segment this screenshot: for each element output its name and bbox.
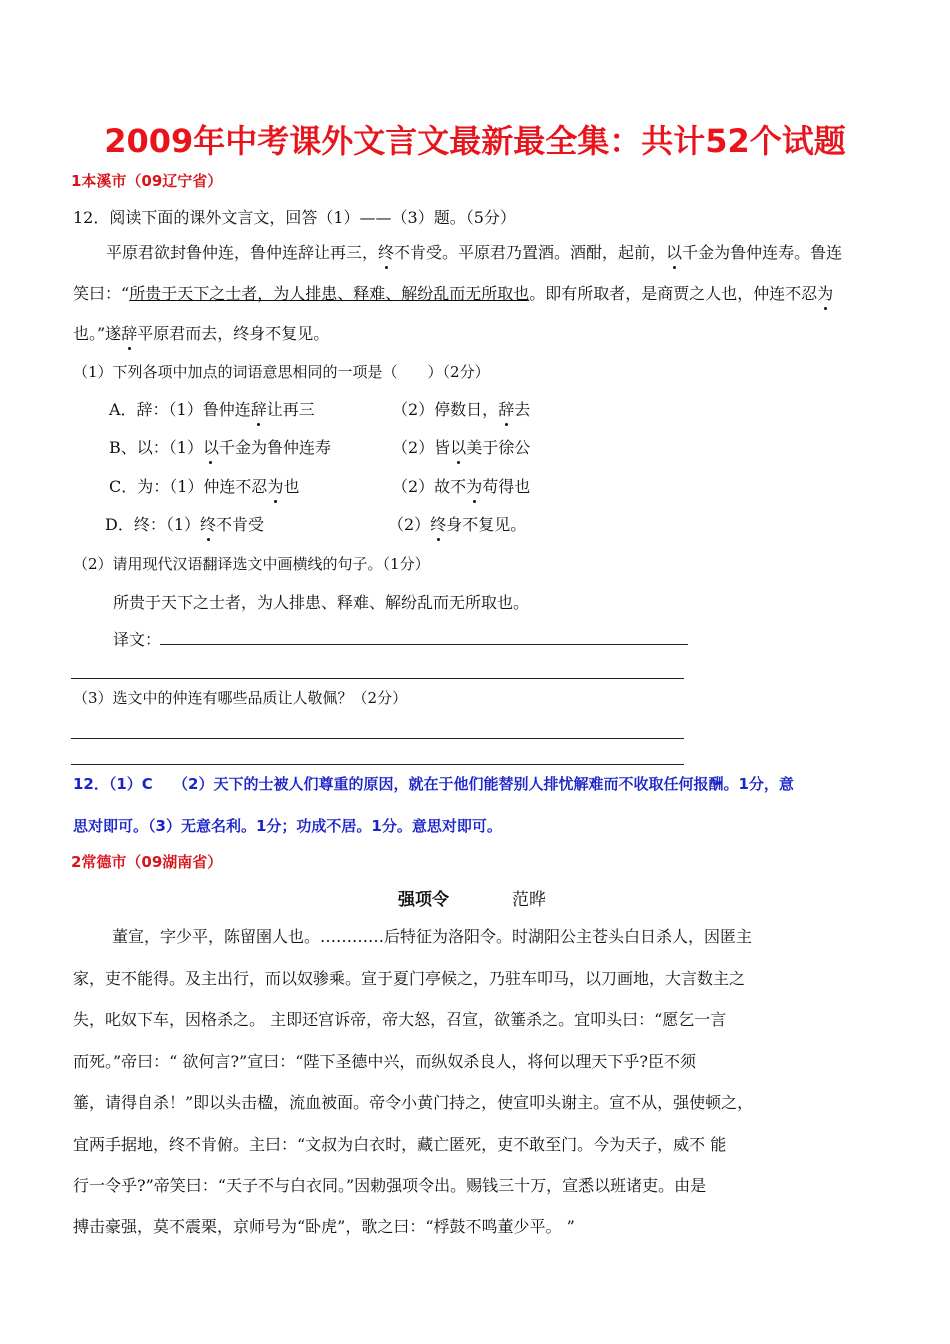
option-b-right bbox=[392, 435, 530, 458]
text: D．终：（1） bbox=[105, 515, 201, 534]
text-line: 箠，请得自杀！”即以头击楹，流血被面。帝令小黄门持之，使宣叩头谢主。宣不从，强使顿之， bbox=[73, 1093, 754, 1112]
question-2: （2）请用现代汉语翻译选文中画横线的句子。（1分） bbox=[73, 555, 430, 573]
answer-line[interactable] bbox=[160, 644, 688, 645]
dotted-word: 以 bbox=[202, 438, 219, 457]
text-line: 失，叱奴下车，因格杀之。 主即还宫诉帝，帝大怒，召宣，欲箠杀之。宜叩头曰：“愿乞一言 bbox=[73, 1010, 727, 1029]
question-3: （3）选文中的仲连有哪些品质让人敬佩？（2分） bbox=[73, 689, 408, 707]
option-d-left bbox=[105, 512, 264, 535]
text: （2）故不 bbox=[392, 477, 467, 496]
text: B、以：（1） bbox=[109, 438, 203, 457]
option-a-left bbox=[109, 397, 315, 420]
option-c-left bbox=[109, 474, 299, 497]
answer-line[interactable] bbox=[71, 738, 684, 739]
underlined-sentence: 所贵于天下之士者，为人排患、释难、解纷乱而无所取也 bbox=[129, 284, 530, 303]
question-1: （1）下列各项中加点的词语意思相同的一项是（ ）（2分） bbox=[73, 363, 490, 381]
piece-author: 范晔 bbox=[512, 890, 546, 910]
dotted-word: 辞 bbox=[121, 324, 138, 343]
text: 不肯受 bbox=[216, 515, 265, 534]
passage-line-1 bbox=[106, 240, 842, 263]
dotted-word: 终 bbox=[430, 515, 447, 534]
option-c-right bbox=[392, 474, 530, 497]
text: 平原君欲封鲁仲连，鲁仲连辞让再三， bbox=[106, 243, 379, 262]
dotted-word: 终 bbox=[378, 243, 395, 262]
text: 美于徐公 bbox=[466, 438, 531, 457]
dotted-word: 为 bbox=[817, 284, 834, 303]
dotted-word: 为 bbox=[267, 477, 284, 496]
piece-title: 强项令 bbox=[398, 890, 449, 910]
translation-label: 译文： bbox=[113, 630, 162, 649]
text: （2）皆 bbox=[392, 438, 451, 457]
text-line: 搏击豪强，莫不震栗，京师号为“卧虎”，歌之曰：“桴鼓不鸣董少平。 ” bbox=[73, 1217, 575, 1236]
text-line: 宜两手据地，终不肯俯。主曰：“文叔为白衣时，藏亡匿死，吏不敢至门。今为天子，威不 能 bbox=[73, 1135, 727, 1154]
dotted-word: 以 bbox=[666, 243, 683, 262]
passage-line-2 bbox=[73, 281, 833, 304]
text: 平原君而去，终身不复见。 bbox=[137, 324, 330, 343]
dotted-word: 辞 bbox=[250, 400, 267, 419]
text: 去 bbox=[514, 400, 531, 419]
section-heading-1: 1本溪市（09辽宁省） bbox=[71, 172, 223, 190]
text-line: 家，吏不能得。及主出行，而以奴骖乘。宣于夏门亭候之，乃驻车叩马，以刀画地，大言数主之 bbox=[73, 969, 746, 988]
answer-line[interactable] bbox=[71, 764, 684, 765]
option-b-left bbox=[109, 435, 331, 458]
text: 身不复见。 bbox=[446, 515, 527, 534]
answer-line[interactable] bbox=[71, 678, 684, 679]
dotted-word: 终 bbox=[200, 515, 217, 534]
dotted-word: 为 bbox=[466, 477, 483, 496]
answer-key-line-1: 12．（1）C （2）天下的士被人们尊重的原因，就在于他们能替别人排忧解难而不收取任何报酬。1分，意 bbox=[73, 775, 794, 793]
text: 笑曰：“ bbox=[73, 284, 130, 303]
question-2-sentence: 所贵于天下之士者，为人排患、释难、解纷乱而无所取也。 bbox=[113, 593, 530, 612]
option-a-right bbox=[392, 397, 530, 420]
dotted-word: 辞 bbox=[498, 400, 515, 419]
text: 千金为鲁仲连寿 bbox=[218, 438, 331, 457]
option-d-right bbox=[388, 512, 526, 535]
text: 不肯受。平原君乃置酒。酒酣，起前， bbox=[394, 243, 667, 262]
text: 让再三 bbox=[266, 400, 315, 419]
text: A．辞：（1）鲁仲连 bbox=[109, 400, 251, 419]
document-title: 2009年中考课外文言文最新最全集：共计52个试题 bbox=[104, 122, 846, 160]
answer-key-line-2: 思对即可。（3）无意名利。1分；功成不居。1分。意思对即可。 bbox=[73, 817, 502, 835]
text: （2）停数日， bbox=[392, 400, 499, 419]
text: 苟得也 bbox=[482, 477, 531, 496]
text: 千金为鲁仲连寿。鲁连 bbox=[682, 243, 843, 262]
passage-line-3 bbox=[73, 321, 329, 344]
text: C．为：（1）仲连不忍 bbox=[109, 477, 268, 496]
text: （2） bbox=[388, 515, 431, 534]
text-line: 而死。”帝曰：“ 欲何言?”宣曰：“陛下圣德中兴，而纵奴杀良人，将何以理天下乎?臣不须 bbox=[73, 1052, 696, 1071]
text: 。即有所取者，是商贾之人也，仲连不忍 bbox=[529, 284, 818, 303]
text-line: 董宣，字少平，陈留圉人也。…………后特征为洛阳令。时湖阳公主苍头白日杀人，因匿主 bbox=[112, 927, 753, 946]
section-heading-2: 2常德市（09湖南省） bbox=[71, 853, 223, 871]
text: 也。”遂 bbox=[73, 324, 122, 343]
dotted-word: 以 bbox=[450, 438, 467, 457]
question-intro: 12．阅读下面的课外文言文，回答（1）——（3）题。（5分） bbox=[73, 208, 516, 227]
text: 也 bbox=[283, 477, 300, 496]
text-line: 行一令乎?”帝笑曰：“天子不与白衣同。”因勅强项令出。赐钱三十万，宣悉以班诸吏。由是 bbox=[73, 1176, 707, 1195]
